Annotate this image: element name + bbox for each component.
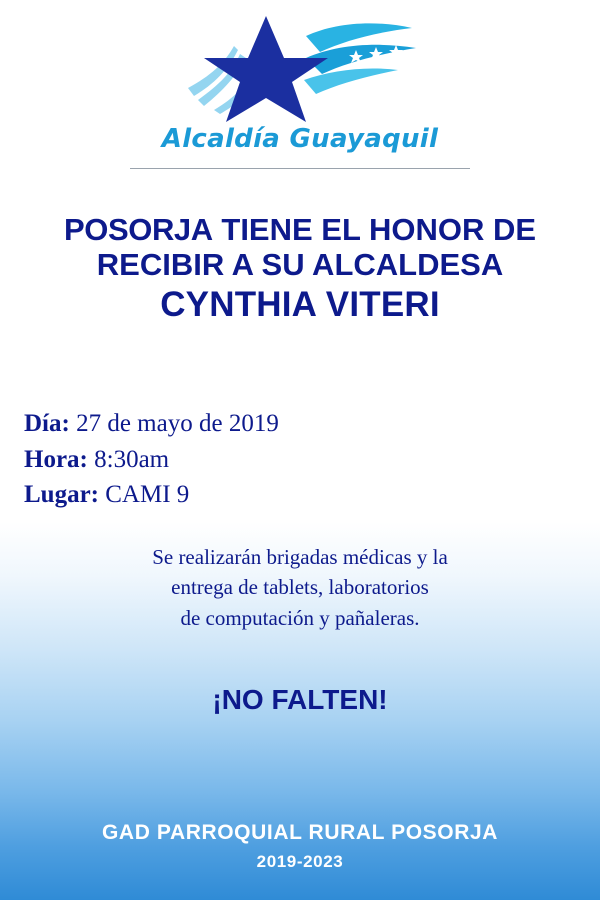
- body-line-1: Se realizarán brigadas médicas y la: [152, 545, 448, 569]
- detail-row-time: [24, 442, 279, 478]
- headline-line-2: RECIBIR A SU ALCALDESA: [96, 247, 504, 283]
- detail-value-time: 8:30am: [94, 445, 170, 473]
- headline-mayor-name: CYNTHIA VITERI: [160, 284, 440, 324]
- detail-value-day: 27 de mayo de 2019: [76, 410, 279, 437]
- footer-period: 2019-2023: [256, 852, 344, 871]
- logo-block: [0, 14, 600, 169]
- detail-value-place: CAMI 9: [105, 481, 190, 508]
- headline-line-1: [0, 212, 600, 247]
- detail-label-place: Lugar:: [24, 481, 99, 508]
- event-details: [24, 406, 279, 513]
- call-to-action: ¡NO FALTEN!: [212, 684, 388, 715]
- body-paragraph: [0, 542, 600, 633]
- detail-label-day: Día:: [24, 410, 70, 437]
- detail-label-time: Hora:: [24, 445, 88, 473]
- body-line-2: entrega de tablets, laboratorios: [171, 575, 429, 600]
- detail-row-day: [24, 406, 279, 442]
- headline-city: POSORJA: [63, 212, 213, 247]
- star-with-waves-logo-icon: [180, 14, 420, 122]
- logo-wordmark: Alcaldía Guayaquil: [161, 124, 439, 154]
- footer: [0, 821, 600, 872]
- body-line-3: de computación y pañaleras.: [180, 605, 420, 630]
- logo-divider: [130, 168, 470, 169]
- detail-row-place: [24, 477, 279, 513]
- headline: [0, 212, 600, 325]
- footer-organization: GAD PARROQUIAL RURAL POSORJA: [102, 821, 498, 844]
- headline-line-1-rest: TIENE EL HONOR DE: [212, 212, 537, 247]
